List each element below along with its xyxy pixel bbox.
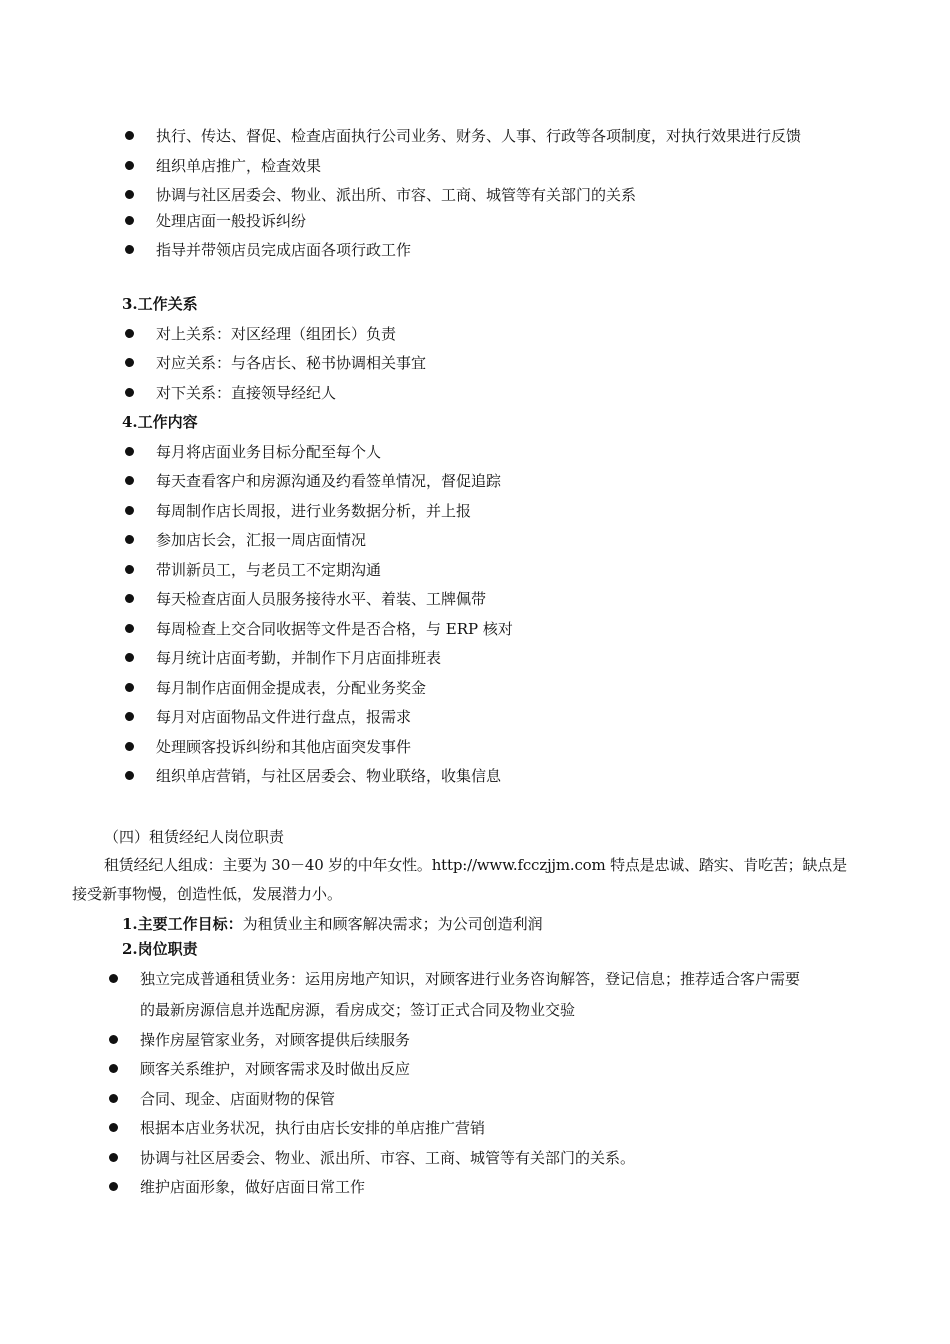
intro-paragraph-line2: 接受新事物慢，创造性低，发展潜力小。 [72, 885, 343, 903]
list-item: 带训新员工，与老员工不定期沟通 [156, 561, 382, 579]
bullet-dot [125, 245, 134, 254]
bullet-dot [109, 1153, 118, 1162]
list-item: 每天查看客户和房源沟通及约看签单情况，督促追踪 [156, 472, 502, 490]
section-heading: 4.工作内容 [122, 413, 198, 431]
bullet-dot [109, 1035, 118, 1044]
bullet-dot [125, 624, 134, 633]
list-item: 对应关系：与各店长、秘书协调相关事宜 [156, 354, 427, 372]
bullet-dot [125, 653, 134, 662]
list-item: 维护店面形象，做好店面日常工作 [140, 1178, 366, 1196]
part-title: （四）租赁经纪人岗位职责 [104, 828, 285, 846]
bullet-dot [125, 535, 134, 544]
list-item: 独立完成普通租赁业务：运用房地产知识，对顾客进行业务咨询解答，登记信息；推荐适合客户需要 [140, 970, 801, 988]
bullet-dot [125, 216, 134, 225]
list-item: 每月制作店面佣金提成表，分配业务奖金 [156, 679, 427, 697]
bullet-dot [125, 506, 134, 515]
bullet-dot [109, 974, 118, 983]
list-item: 顾客关系维护，对顾客需求及时做出反应 [140, 1060, 411, 1078]
list-item: 操作房屋管家业务，对顾客提供后续服务 [140, 1031, 411, 1049]
bullet-dot [125, 476, 134, 485]
goal-text: 为租赁业主和顾客解决需求；为公司创造利润 [242, 915, 543, 933]
section-heading: 3.工作关系 [122, 295, 198, 313]
bullet-dot [109, 1094, 118, 1103]
bullet-dot [125, 358, 134, 367]
bullet-dot [125, 771, 134, 780]
list-item: 协调与社区居委会、物业、派出所、市容、工商、城管等有关部门的关系。 [140, 1149, 636, 1167]
bullet-dot [125, 683, 134, 692]
goal-line [122, 914, 543, 934]
goal-label: 1.主要工作目标： [122, 915, 243, 933]
bullet-dot [125, 161, 134, 170]
list-item: 组织单店推广，检查效果 [156, 157, 322, 175]
bullet-dot [109, 1182, 118, 1191]
list-item: 合同、现金、店面财物的保管 [140, 1090, 336, 1108]
bullet-dot [109, 1123, 118, 1132]
bullet-dot [125, 447, 134, 456]
bullet-dot [125, 742, 134, 751]
list-item: 参加店长会，汇报一周店面情况 [156, 531, 367, 549]
list-item: 每月对店面物品文件进行盘点，报需求 [156, 708, 412, 726]
bullet-dot [125, 594, 134, 603]
bullet-dot [125, 190, 134, 199]
list-item: 处理顾客投诉纠纷和其他店面突发事件 [156, 738, 412, 756]
list-item: 每天检查店面人员服务接待水平、着装、工牌佩带 [156, 590, 487, 608]
list-item: 对下关系：直接领导经纪人 [156, 384, 337, 402]
bullet-dot [125, 388, 134, 397]
list-item: 每周检查上交合同收据等文件是否合格，与 ERP 核对 [156, 620, 513, 638]
bullet-dot [125, 565, 134, 574]
list-item: 组织单店营销，与社区居委会、物业联络，收集信息 [156, 767, 502, 785]
list-item: 协调与社区居委会、物业、派出所、市容、工商、城管等有关部门的关系 [156, 186, 637, 204]
bullet-dot [125, 131, 134, 140]
list-item: 处理店面一般投诉纠纷 [156, 212, 307, 230]
list-item: 根据本店业务状况，执行由店长安排的单店推广营销 [140, 1119, 486, 1137]
list-item: 每月统计店面考勤，并制作下月店面排班表 [156, 649, 442, 667]
section-heading: 2.岗位职责 [122, 940, 198, 958]
list-item: 执行、传达、督促、检查店面执行公司业务、财务、人事、行政等各项制度，对执行效果进行反馈 [156, 127, 802, 145]
intro-paragraph-line1: 租赁经纪人组成：主要为 30－40 岁的中年女性。http://www.fcczjjm.com 特点是忠诚、踏实、肯吃苦；缺点是 [104, 856, 847, 874]
list-item-continuation: 的最新房源信息并选配房源，看房成交；签订正式合同及物业交验 [140, 1001, 576, 1019]
list-item: 对上关系：对区经理（组团长）负责 [156, 325, 397, 343]
bullet-dot [125, 712, 134, 721]
bullet-dot [109, 1064, 118, 1073]
list-item: 每周制作店长周报，进行业务数据分析，并上报 [156, 502, 472, 520]
bullet-dot [125, 329, 134, 338]
list-item: 每月将店面业务目标分配至每个人 [156, 443, 382, 461]
list-item: 指导并带领店员完成店面各项行政工作 [156, 241, 412, 259]
